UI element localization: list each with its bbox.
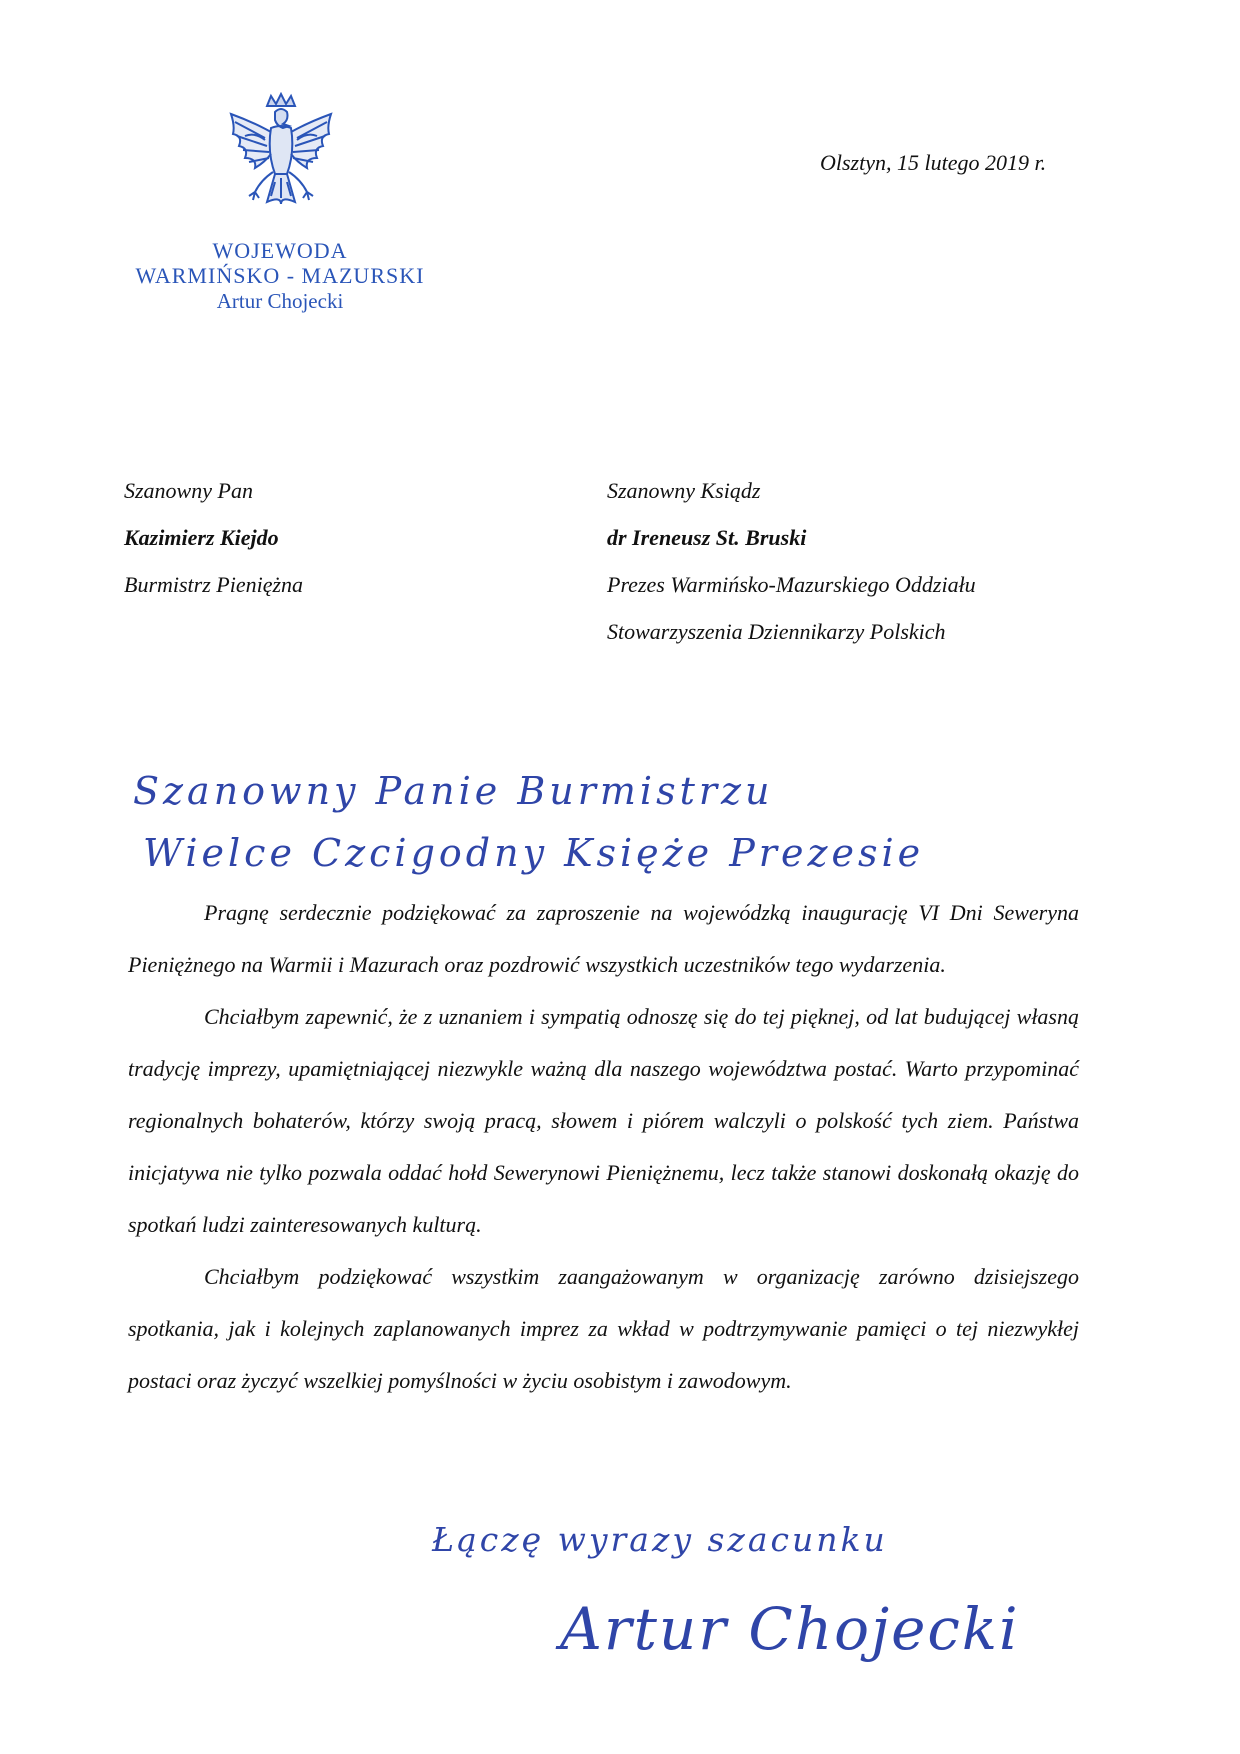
letter-date: Olsztyn, 15 lutego 2019 r. — [820, 150, 1047, 175]
office-header — [110, 238, 450, 313]
addressee-right-salutation: Szanowny Ksiądz — [607, 478, 761, 503]
handwritten-greeting — [133, 760, 924, 884]
addressee-left-name: Kazimierz Kiejdo — [124, 525, 279, 550]
body-paragraph-1: Pragnę serdecznie podziękować za zaproszenie na wojewódzką inaugurację VI Dni Seweryna Pieniężnego na Warmii i Mazurach oraz pozdrowić wszystkich uczestników tego wydarzenia. — [128, 900, 1079, 977]
addressee-left-salutation: Szanowny Pan — [124, 478, 253, 503]
body-paragraph-3: Chciałbym podziękować wszystkim zaangażowanym w organizację zarówno dzisiejszego spotkania, jak i kolejnych zaplanowanych imprez za wkład w podtrzymywanie pamięci o tej niezwykłej postaci oraz życzyć wszelkiej pomyślności w życiu osobistym i zawodowym. — [128, 1264, 1079, 1393]
addressee-left-title: Burmistrz Pieniężna — [124, 572, 304, 597]
addressee-right-title-line1: Prezes Warmińsko-Mazurskiego Oddziału — [607, 572, 976, 597]
addressee-right-title-line2: Stowarzyszenia Dziennikarzy Polskich — [607, 619, 946, 644]
polish-eagle-icon — [225, 92, 337, 230]
addressee-left — [124, 467, 524, 608]
office-holder-name: Artur Chojecki — [216, 288, 344, 313]
handwritten-closing: Łączę wyrazy szacunku — [432, 1520, 888, 1559]
addressee-right-name: dr Ireneusz St. Bruski — [607, 525, 807, 550]
greeting-line1: Szanowny Panie Burmistrzu — [133, 769, 774, 813]
signature: Artur Chojecki — [560, 1595, 1020, 1663]
office-region: WARMIŃSKO - MAZURSKI — [135, 263, 425, 289]
office-title: WOJEWODA — [212, 238, 348, 263]
body-paragraph-2: Chciałbym zapewnić, że z uznaniem i sympatią odnoszę się do tej pięknej, od lat budującej własną tradycję imprezy, upamiętniającej niezwykle ważną dla naszego województwa postać. Warto przypominać regionalnych bohaterów, którzy swoją pracą, słowem i piórem walczyli o polskość tych ziem. Państwa inicjatywa nie tylko pozwala oddać hołd Sewerynowi Pieniężnemu, lecz także stanowi doskonałą okazję do spotkań ludzi zainteresowanych kulturą. — [128, 1004, 1079, 1237]
addressee-right — [607, 467, 1127, 655]
greeting-line2: Wielce Czcigodny Księże Prezesie — [143, 831, 925, 875]
letter-body — [128, 887, 1079, 1407]
